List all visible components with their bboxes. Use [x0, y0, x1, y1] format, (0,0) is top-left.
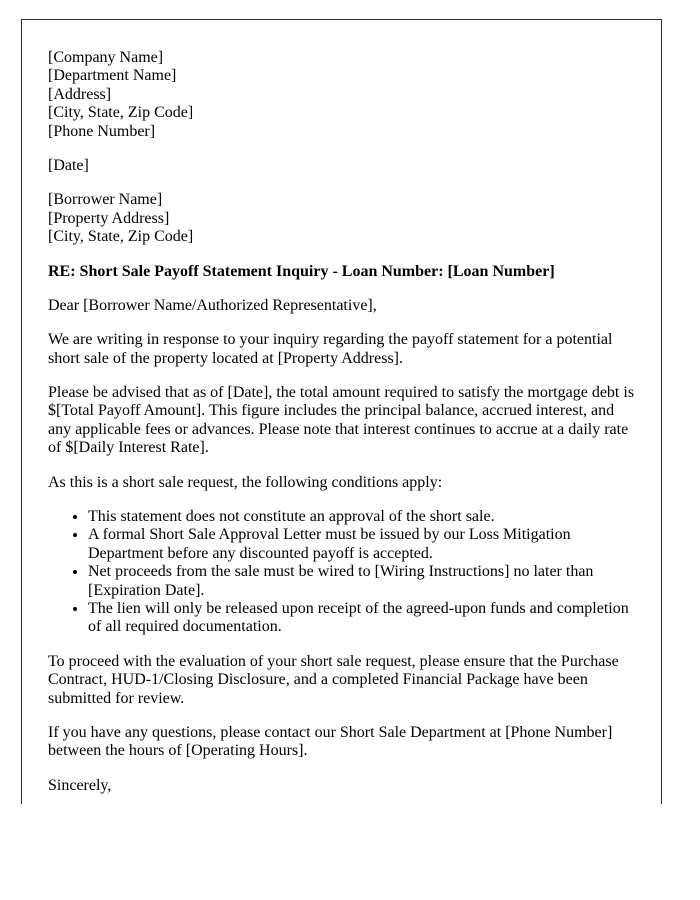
closing-line: Sincerely, — [48, 776, 112, 794]
sender-address-line: [Address] — [48, 85, 112, 103]
salutation: Dear [Borrower Name/Authorized Representative], — [48, 296, 377, 314]
sender-address-block — [48, 49, 641, 141]
condition-item: • A formal Short Sale Approval Letter must be issued by our Loss Mitigation Department before any discounted payoff is accepted. — [88, 526, 641, 563]
letter-frame — [21, 19, 662, 804]
paragraph-contact: If you have any questions, please contact our Short Sale Department at [Phone Number] between the hours of [Operating Hours]. — [48, 723, 613, 760]
sender-company-line: [Company Name] — [48, 49, 164, 66]
paragraph-payoff: Please be advised that as of [Date], the total amount required to satisfy the mortgage debt is $[Total Payoff Amount]. This figure includes the principal balance, accrued interest, and any applicable fees or advances. Please note that interest continues to accrue at a daily rate of $[Daily Interest Rate]. — [48, 384, 635, 457]
sender-phone-line: [Phone Number] — [48, 122, 156, 140]
recipient-address-block — [48, 191, 641, 246]
recipient-city-state-zip-line: [City, State, Zip Code] — [48, 228, 194, 246]
conditions-list — [48, 508, 641, 637]
paragraph-proceed: To proceed with the evaluation of your short sale request, please ensure that the Purchase Contract, HUD-1/Closing Disclosure, and a completed Financial Package have been submitted for review. — [48, 652, 619, 707]
date-line: [Date] — [48, 156, 89, 174]
subject-line: RE: Short Sale Payoff Statement Inquiry - Loan Number: [Loan Number] — [48, 262, 555, 280]
recipient-name-line: [Borrower Name] — [48, 191, 163, 209]
sender-department-line: [Department Name] — [48, 67, 177, 85]
paragraph-intro: We are writing in response to your inquiry regarding the payoff statement for a potential short sale of the property located at [Property Address]. — [48, 331, 613, 367]
condition-item: • The lien will only be released upon receipt of the agreed-upon funds and completion of all required documentation. — [88, 600, 641, 637]
letter-document — [48, 49, 641, 795]
sender-city-state-zip-line: [City, State, Zip Code] — [48, 104, 194, 122]
recipient-property-line: [Property Address] — [48, 209, 170, 227]
condition-item: • This statement does not constitute an approval of the short sale. — [88, 508, 641, 526]
conditions-lead: As this is a short sale request, the following conditions apply: — [48, 473, 443, 491]
condition-item: • Net proceeds from the sale must be wired to [Wiring Instructions] no later than [Expiration Date]. — [88, 563, 641, 600]
